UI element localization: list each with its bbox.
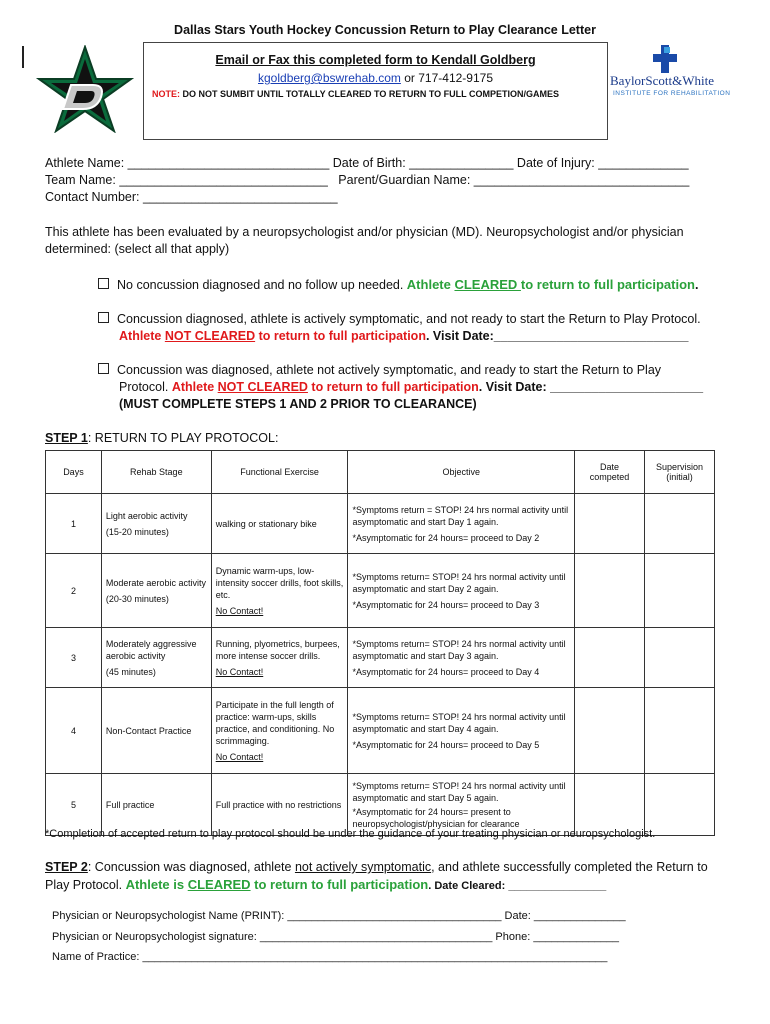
exercise-cell — [211, 628, 348, 688]
supervision-cell[interactable] — [645, 774, 715, 836]
option-text: Concussion diagnosed, athlete is actively symptomatic, and not ready to start the Return to Play Protocol. — [117, 312, 701, 326]
objective-proceed: *Asymptomatic for 24 hours= proceed to Day 5 — [352, 739, 540, 750]
exercise-text: Full practice with no restrictions — [215, 799, 342, 810]
stage-text: Moderate aerobic activity — [105, 577, 206, 588]
objective-cell — [348, 688, 575, 774]
option-status: Athlete — [119, 329, 165, 343]
exercise-text: Running, plyometrics, burpees, more intense soccer drills. — [215, 638, 340, 661]
stage-text: Light aerobic activity — [105, 510, 188, 521]
physician-signature-row[interactable]: Physician or Neuropsychologist signature: ______________________________________ Phone: ______________ — [52, 931, 619, 943]
supervision-cell[interactable] — [645, 494, 715, 554]
date-completed-cell[interactable] — [575, 628, 645, 688]
dallas-stars-logo — [35, 45, 135, 133]
objective-stop: *Symptoms return = STOP! 24 hrs normal activity until asymptomatic and start Day 1 again. — [352, 504, 569, 527]
date-completed-cell[interactable] — [575, 774, 645, 836]
table-header-row — [46, 451, 715, 494]
practice-name-row[interactable]: Name of Practice: ____________________________________________________________________________ — [52, 951, 608, 963]
date-completed-cell[interactable] — [575, 554, 645, 628]
col-header-days: Days — [46, 451, 102, 494]
must-complete-note: (MUST COMPLETE STEPS 1 AND 2 PRIOR TO CLEARANCE) — [119, 397, 477, 411]
objective-cell — [348, 554, 575, 628]
footnote: *Completion of accepted return to play protocol should be under the guidance of your treating physician or neuropsychologist. — [45, 828, 656, 840]
table-row — [46, 554, 715, 628]
day-cell: 3 — [46, 628, 102, 688]
rehab-stage-cell — [101, 774, 211, 836]
option-status-rest: to return to full participation — [255, 329, 426, 343]
return-to-play-table — [45, 450, 715, 836]
step1-label: STEP 1 — [45, 431, 88, 445]
step2-text-c: Play Protocol. — [45, 878, 126, 892]
stage-text: Full practice — [105, 799, 155, 810]
checkbox-no-concussion[interactable] — [98, 278, 109, 289]
option-text: No concussion diagnosed and no follow up needed. — [117, 278, 407, 292]
objective-proceed: *Asymptomatic for 24 hours= proceed to Day 3 — [352, 599, 540, 610]
physician-name-row[interactable]: Physician or Neuropsychologist Name (PRINT): ___________________________________ Date: _______________ — [52, 910, 626, 922]
page-title: Dallas Stars Youth Hockey Concussion Return to Play Clearance Letter — [174, 23, 596, 37]
option-status-rest: to return to full participation — [520, 277, 695, 292]
option-status: Athlete — [171, 380, 218, 394]
option-not-symptomatic — [98, 362, 728, 413]
col-header-rehab-stage: Rehab Stage — [101, 451, 211, 494]
duration-text: (15-20 minutes) — [105, 526, 169, 537]
option-text-cont: Protocol. — [119, 380, 172, 394]
athlete-info-row[interactable]: Athlete Name: _____________________________ Date of Birth: _______________ Date of Injury: _____________ — [45, 156, 689, 170]
date-completed-cell[interactable] — [575, 494, 645, 554]
note-label: NOTE: — [152, 89, 180, 99]
supervision-cell[interactable] — [645, 554, 715, 628]
step2-text-underlined: not actively symptomatic — [294, 860, 432, 874]
rehab-stage-cell — [101, 688, 211, 774]
option-period: . — [694, 278, 699, 292]
no-contact-note: No Contact! — [215, 751, 264, 762]
option-text: Concussion was diagnosed, athlete not actively symptomatic, and ready to start the Return to Play — [117, 363, 662, 377]
rehab-stage-cell — [101, 554, 211, 628]
visit-date-field[interactable]: . Visit Date: ______________________ — [478, 380, 704, 394]
exercise-cell — [211, 494, 348, 554]
table-row — [46, 688, 715, 774]
baylor-scott-white-logo — [610, 45, 731, 100]
team-info-row[interactable]: Team Name: ______________________________ Parent/Guardian Name: _______________________________ — [45, 173, 690, 187]
option-no-concussion — [98, 276, 728, 294]
day-cell: 2 — [46, 554, 102, 628]
step2-label: STEP 2 — [45, 860, 88, 874]
stage-text: Non-Contact Practice — [105, 725, 192, 736]
objective-stop: *Symptoms return= STOP! 24 hrs normal activity until asymptomatic and start Day 2 again. — [352, 571, 566, 594]
objective-proceed: *Asymptomatic for 24 hours= proceed to Day 4 — [352, 666, 540, 677]
option-status-not-cleared: NOT CLEARED — [164, 329, 256, 343]
date-completed-cell[interactable] — [575, 688, 645, 774]
intro-text: This athlete has been evaluated by a neuropsychologist and/or physician (MD). Neuropsychologist and/or physician determined: (select all that apply) — [45, 225, 684, 256]
objective-cell — [348, 494, 575, 554]
option-status: Athlete — [406, 277, 455, 292]
exercise-text: Dynamic warm-ups, low-intensity soccer drills, foot skills, etc. — [215, 565, 344, 600]
option-status-cleared: CLEARED — [454, 277, 521, 292]
exercise-cell — [211, 774, 348, 836]
col-header-supervision: Supervision (initial) — [645, 451, 715, 494]
no-contact-note: No Contact! — [215, 666, 264, 677]
visit-date-field[interactable]: . Visit Date:____________________________ — [425, 329, 689, 343]
contact-number-row[interactable]: Contact Number: ____________________________ — [45, 190, 338, 204]
day-cell: 1 — [46, 494, 102, 554]
exercise-text: walking or stationary bike — [215, 518, 317, 529]
date-cleared-field[interactable]: . Date Cleared: ________________ — [428, 880, 607, 892]
bsw-cross-icon — [650, 45, 680, 73]
col-header-date-completed: Date competed — [575, 451, 645, 494]
checkbox-actively-symptomatic[interactable] — [98, 312, 109, 323]
step2-text-b: , and athlete successfully completed the Return to — [431, 860, 708, 874]
supervision-cell[interactable] — [645, 628, 715, 688]
option-status-not-cleared: NOT CLEARED — [217, 380, 308, 394]
step2-status-rest: to return to full participation — [250, 877, 429, 892]
objective-stop: *Symptoms return= STOP! 24 hrs normal activity until asymptomatic and start Day 5 again. — [352, 780, 566, 803]
day-cell: 5 — [46, 774, 102, 836]
step2-status: Athlete is — [125, 877, 188, 892]
no-contact-note: No Contact! — [215, 605, 264, 616]
exercise-cell — [211, 554, 348, 628]
exercise-cell — [211, 688, 348, 774]
objective-stop: *Symptoms return= STOP! 24 hrs normal activity until asymptomatic and start Day 4 again. — [352, 711, 566, 734]
option-status-rest: to return to full participation — [307, 380, 479, 394]
duration-text: (45 minutes) — [105, 666, 156, 677]
phone-text: or 717-412-9175 — [400, 71, 493, 85]
step1-title: : RETURN TO PLAY PROTOCOL: — [87, 431, 279, 445]
table-row — [46, 494, 715, 554]
step2-text — [45, 858, 735, 895]
rehab-stage-cell — [101, 628, 211, 688]
col-header-functional-exercise: Functional Exercise — [211, 451, 348, 494]
table-row — [46, 774, 715, 836]
objective-stop: *Symptoms return= STOP! 24 hrs normal activity until asymptomatic and start Day 3 again. — [352, 638, 566, 661]
duration-text: (20-30 minutes) — [105, 593, 169, 604]
step1-heading — [45, 430, 278, 447]
objective-cell — [348, 774, 575, 836]
checkbox-not-symptomatic[interactable] — [98, 363, 109, 374]
objective-proceed: *Asymptomatic for 24 hours= present to neuropsychologist/physician for clearance — [352, 806, 520, 829]
step2-text-a: : Concussion was diagnosed, athlete — [87, 860, 295, 874]
exercise-text: Participate in the full length of practice: warm-ups, skills practice, and conditioning. No scrimmaging. — [215, 699, 335, 746]
rehab-stage-cell — [101, 494, 211, 554]
note-text: DO NOT SUMBIT UNTIL TOTALLY CLEARED TO RETURN TO FULL COMPETION/GAMES — [180, 89, 560, 99]
text-cursor — [22, 46, 24, 68]
supervision-cell[interactable] — [645, 688, 715, 774]
email-link[interactable]: kgoldberg@bswrehab.com — [258, 71, 401, 85]
table-row — [46, 628, 715, 688]
note-line — [152, 89, 559, 99]
instructions-box — [143, 42, 608, 140]
option-actively-symptomatic — [98, 311, 728, 345]
bsw-sub: INSTITUTE FOR REHABILITATION — [613, 90, 731, 97]
send-to-line: Email or Fax this completed form to Kendall Goldberg — [215, 53, 536, 67]
contact-line — [144, 71, 607, 85]
bsw-name: BaylorScott&White — [610, 73, 714, 88]
objective-cell — [348, 628, 575, 688]
stage-text: Moderately aggressive aerobic activity — [105, 638, 197, 661]
objective-proceed: *Asymptomatic for 24 hours= proceed to Day 2 — [352, 532, 540, 543]
col-header-objective: Objective — [348, 451, 575, 494]
day-cell: 4 — [46, 688, 102, 774]
step2-status-cleared: CLEARED — [187, 877, 251, 892]
